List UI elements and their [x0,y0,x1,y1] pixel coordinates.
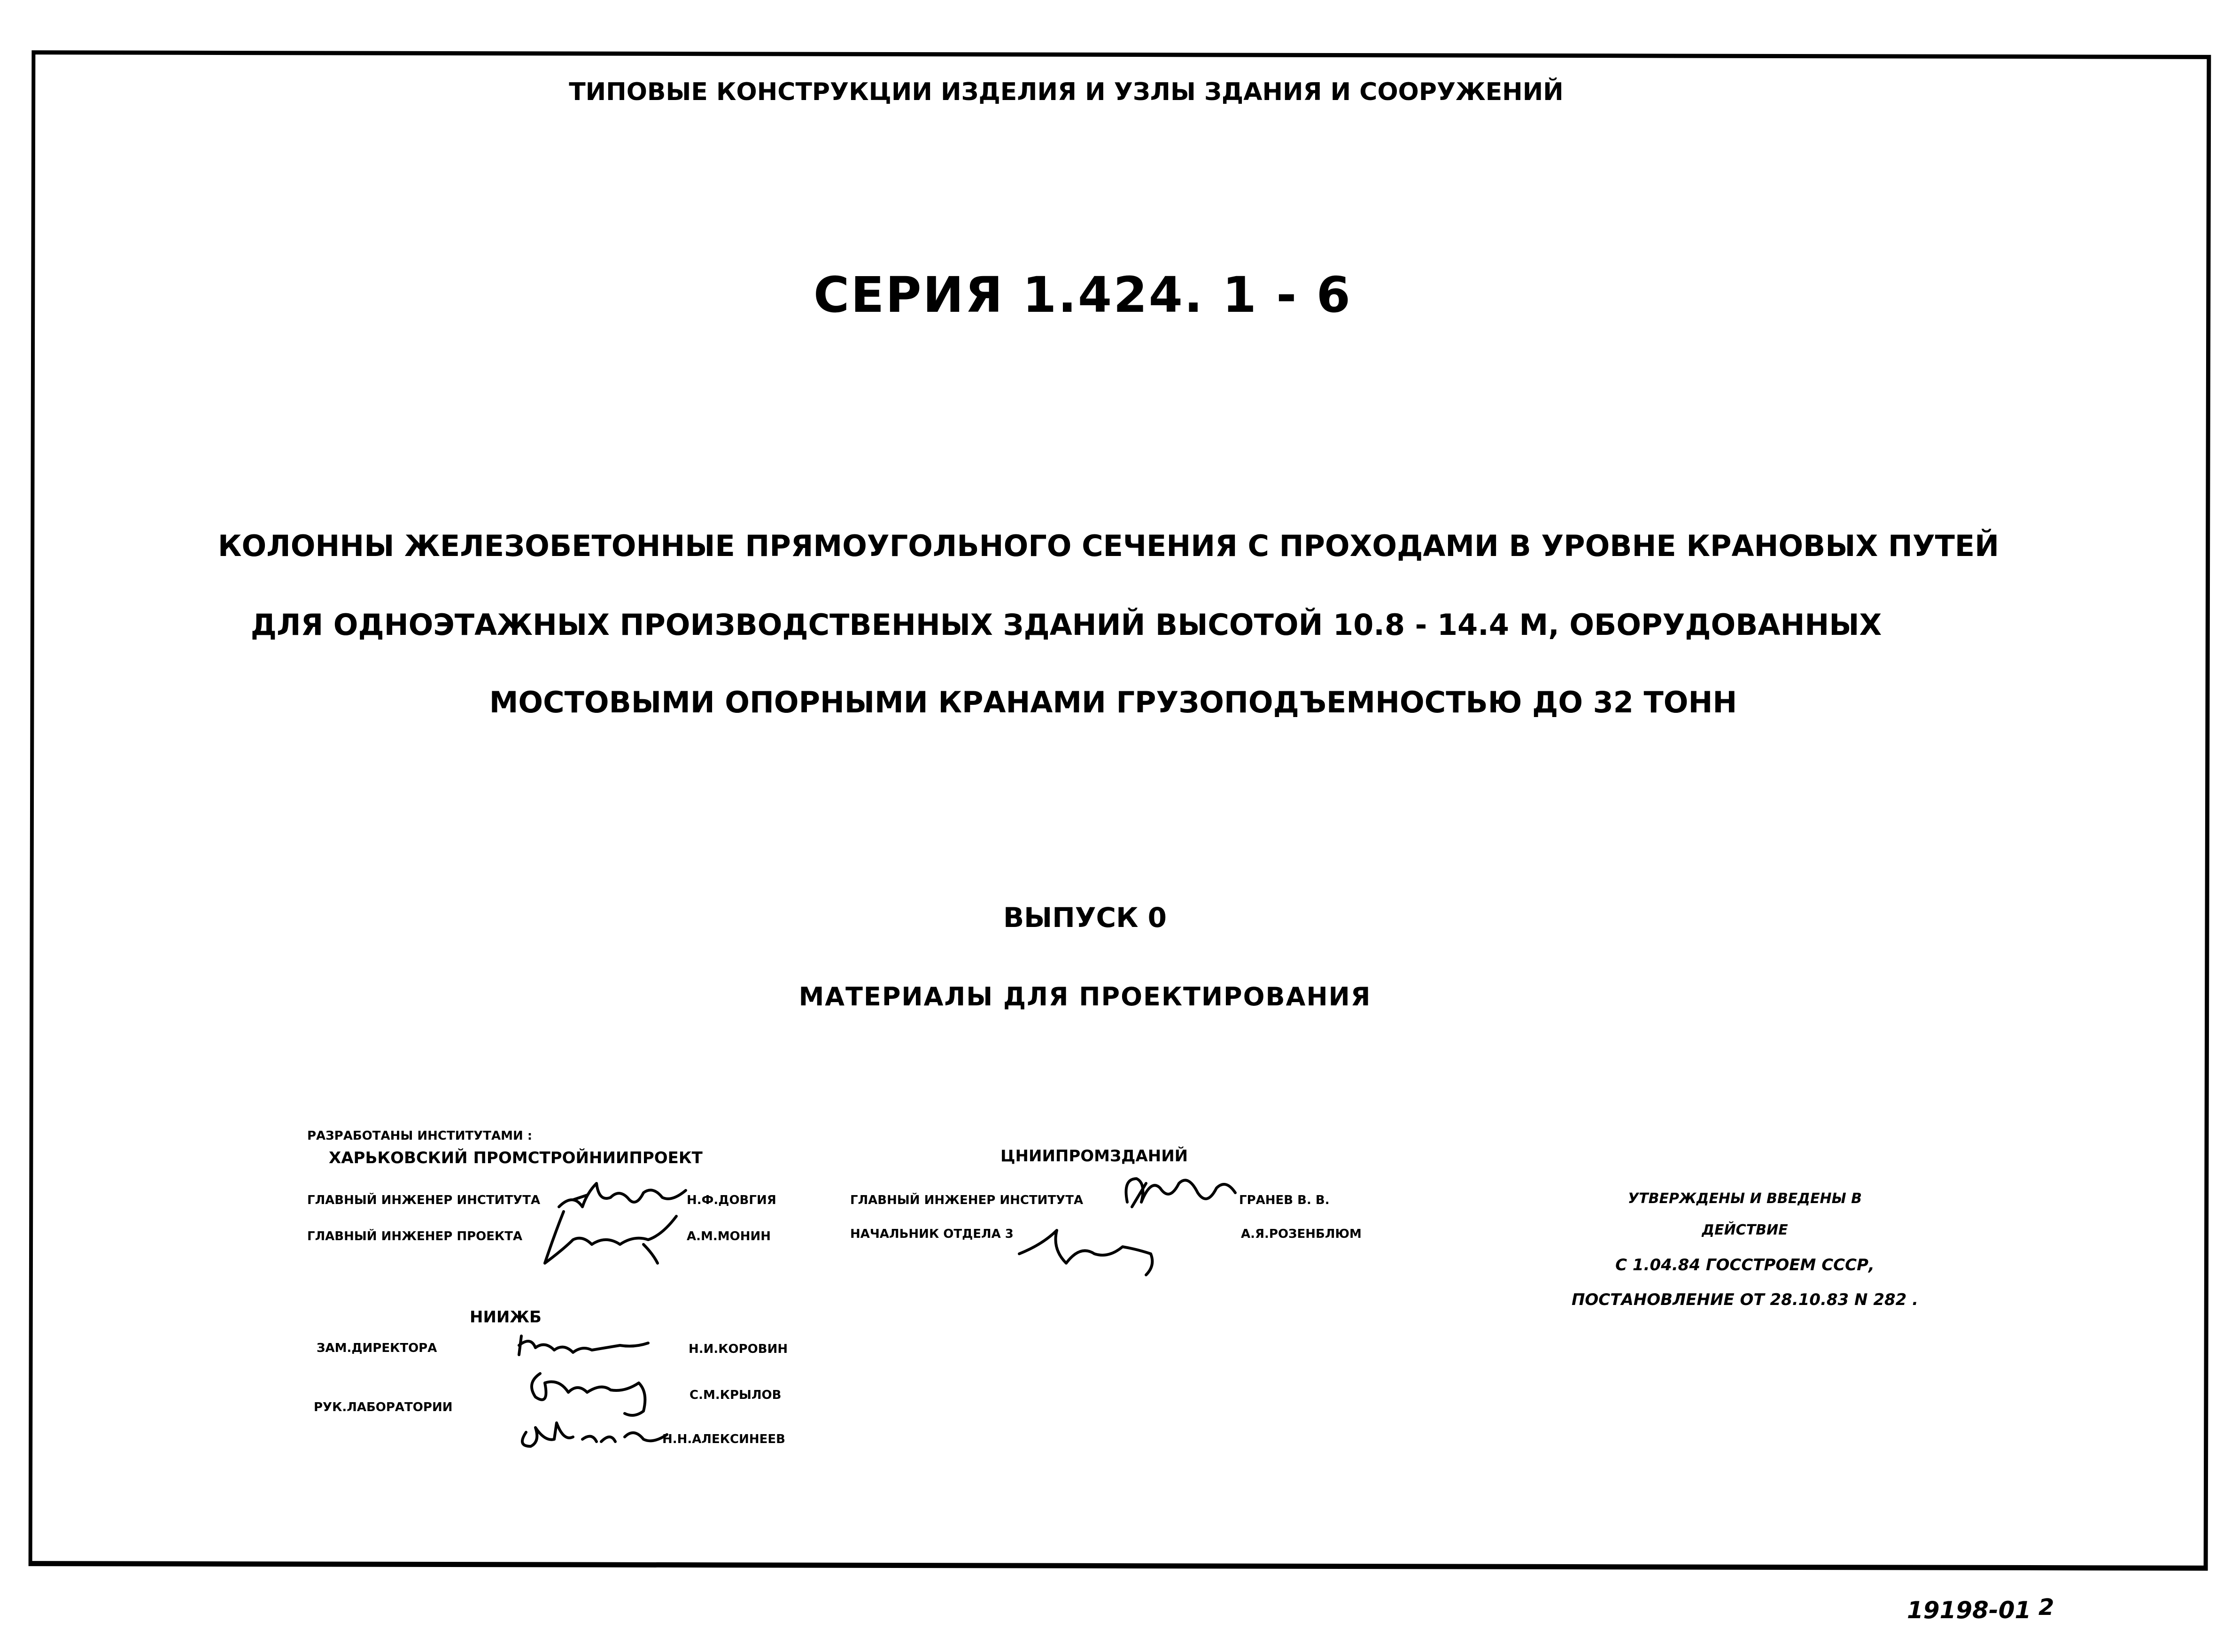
signature-niizhb-deputy-director [512,1327,653,1364]
approval-line-3: С 1.04.84 ГОССТРОЕМ СССР, [1615,1256,1875,1274]
materials-label: МАТЕРИАЛЫ ДЛЯ ПРОЕКТИРОВАНИЯ [798,982,1371,1011]
tsnii-role-2: НАЧАЛЬНИК ОТДЕЛА 3 [850,1227,1014,1241]
approval-line-2: ДЕЙСТВИЕ [1702,1222,1788,1238]
niizhb-role-2: РУК.ЛАБОРАТОРИИ [314,1400,453,1414]
signature-kharkov-project-engineer [535,1207,686,1273]
signature-tsnii-chief-engineer [1118,1165,1240,1221]
niizhb-role-1: ЗАМ.ДИРЕКТОРА [317,1341,437,1355]
kharkov-institute-name: ХАРЬКОВСКИЙ ПРОМСТРОЙНИИПРОЕКТ [329,1149,703,1167]
document-header: ТИПОВЫЕ КОНСТРУКЦИИ ИЗДЕЛИЯ И УЗЛЫ ЗДАНИЯ И СООРУЖЕНИЙ [569,78,1564,106]
kharkov-person-1: Н.Ф.ДОВГИЯ [687,1193,776,1207]
approval-line-4: ПОСТАНОВЛЕНИЕ ОТ 28.10.83 N 282 . [1571,1290,1919,1309]
title-line-1: КОЛОННЫ ЖЕЛЕЗОБЕТОННЫЕ ПРЯМОУГОЛЬНОГО СЕЧЕНИЯ С ПРОХОДАМИ В УРОВНЕ КРАНОВЫХ ПУТЕЙ [217,529,1999,563]
tsnii-role-1: ГЛАВНЫЙ ИНЖЕНЕР ИНСТИТУТА [850,1193,1084,1207]
page-number: 2 [2038,1594,2054,1621]
niizhb-person-3: Н.Н.АЛЕКСИНЕЕВ [662,1432,785,1446]
approval-line-1: УТВЕРЖДЕНЫ И ВВЕДЕНЫ В [1627,1190,1862,1207]
tsnii-person-1: ГРАНЕВ В. В. [1239,1193,1330,1207]
tsnii-institute-name: ЦНИИПРОМЗДАНИЙ [1000,1147,1188,1166]
signature-niizhb-lab-head-1 [521,1364,672,1420]
niizhb-institute-name: НИИЖБ [470,1308,542,1327]
title-line-2: ДЛЯ ОДНОЭТАЖНЫХ ПРОИЗВОДСТВЕННЫХ ЗДАНИЙ ВЫСОТОЙ 10.8 - 14.4 М, ОБОРУДОВАННЫХ [250,608,1882,642]
issue-label: ВЫПУСК 0 [1003,902,1167,934]
title-line-3: МОСТОВЫМИ ОПОРНЫМИ КРАНАМИ ГРУЗОПОДЪЕМНОСТЬЮ ДО 32 ТОНН [489,685,1737,719]
niizhb-person-1: Н.И.КОРОВИН [689,1342,788,1356]
kharkov-role-1: ГЛАВНЫЙ ИНЖЕНЕР ИНСТИТУТА [307,1193,541,1207]
tsnii-person-2: А.Я.РОЗЕНБЛЮМ [1241,1227,1362,1241]
signature-tsnii-department-head [1015,1221,1174,1282]
niizhb-person-2: С.М.КРЫЛОВ [690,1388,782,1402]
developers-intro: РАЗРАБОТАНЫ ИНСТИТУТАМИ : [307,1129,533,1143]
signature-niizhb-lab-head-2 [512,1413,681,1456]
kharkov-role-2: ГЛАВНЫЙ ИНЖЕНЕР ПРОЕКТА [307,1229,523,1243]
archive-number: 19198-01 [1907,1597,2031,1624]
kharkov-person-2: А.М.МОНИН [687,1229,771,1243]
series-title: СЕРИЯ 1.424. 1 - 6 [813,266,1352,324]
